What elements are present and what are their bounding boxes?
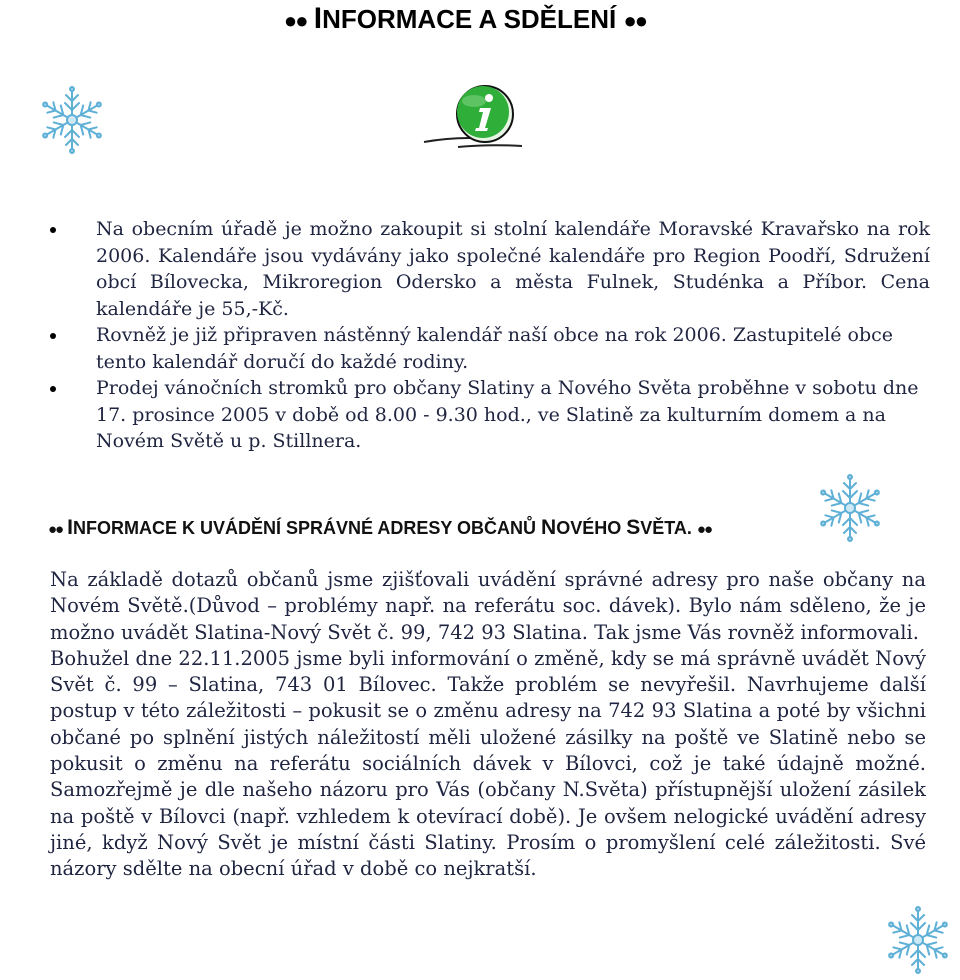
section-dots-right: ●● — [696, 521, 712, 538]
title-dots-right: ●● — [623, 8, 647, 33]
section-cap-1: I — [67, 516, 73, 539]
section-text-1: NFORMACE K UVÁDĚNÍ SPRÁVNÉ ADRESY OBČANŮ — [72, 518, 542, 538]
snowflake-icon — [880, 902, 956, 978]
bullet-text: Na obecním úřadě je možno zakoupit si stolní kalendáře Moravské Kravařsko na rok 2006. Kalendáře jsou vydávány jako společné kalendáře pro Region Poodří, Sdružení obcí Bílovecka, Mikroregion Odersko a města Fulnek, Studénka a Příbor. Cena kalendáře je 55,-Kč. — [96, 218, 930, 320]
paragraph: Na základě dotazů občanů jsme zjišťovali uvádění správné adresy pro naše občany na Novém Světě.(Důvod – problémy např. na referátu soc. dávek). Bylo nám sděleno, že je možno uvádět Slatina-Nový Svět č. 99, 742 93 Slatina. Tak jsme Vás rovněž informovali. — [50, 568, 926, 644]
page-title — [0, 2, 930, 38]
info-icon — [418, 84, 530, 154]
list-item — [50, 322, 930, 375]
news-bullet-list — [50, 216, 930, 455]
bullet-icon — [50, 333, 56, 339]
title-text: NFORMACE A SDĚLENÍ — [322, 4, 617, 34]
section-cap-3: S — [626, 516, 641, 539]
section-cap-2: N — [541, 516, 557, 539]
title-dots-left: ●● — [283, 8, 307, 33]
bullet-text: Rovněž je již připraven nástěnný kalendář naší obce na rok 2006. Zastupitelé obce tento kalendář doručí do každé rodiny. — [96, 324, 893, 373]
list-item — [50, 216, 930, 322]
address-info-text — [4, 567, 926, 883]
paragraph: Bohužel dne 22.11.2005 jsme byli informování o změně, kdy se má správně uvádět Nový Svět č. 99 – Slatina, 743 01 Bílovec. Takže problém se nevyřešil. Navrhujeme další postup v této záležitosti – pokusit se o změnu adresy na 742 93 Slatina a poté by všichni občané po splnění jistých náležitostí měli uložené zásilky na poště ve Slatině nebo se pokusit o změnu na referátu sociálních dávek v Bílovci, což je také údajně možné. Samozřejmě je dle našeho názoru pro Vás (občany N.Světa) přístupnější uložení zásilek na poště v Bílovci (např. vzhledem k otevírací době). Je ovšem nelogické uvádění adresy jiné, když Nový Svět je místní části Slatiny. Prosím o promyšlení celé záležitosti. Své názory sdělte na obecní úřad v době co nejkratší. — [50, 646, 926, 881]
section-text-3: VĚTA. — [640, 518, 692, 538]
section-dots-left: ●● — [48, 521, 63, 538]
list-item — [50, 375, 930, 455]
title-initial: I — [313, 2, 323, 35]
section-heading — [48, 515, 908, 543]
section-text-2: OVÉHO — [556, 518, 627, 538]
bullet-icon — [50, 227, 56, 233]
snowflake-icon — [34, 82, 110, 158]
bullet-icon — [50, 386, 56, 392]
bullet-text: Prodej vánočních stromků pro občany Slatiny a Nového Světa proběhne v sobotu dne 17. prosince 2005 v době od 8.00 - 9.30 hod., ve Slatině za kulturním domem a na Novém Světě u p. Stillnera. — [96, 377, 919, 452]
